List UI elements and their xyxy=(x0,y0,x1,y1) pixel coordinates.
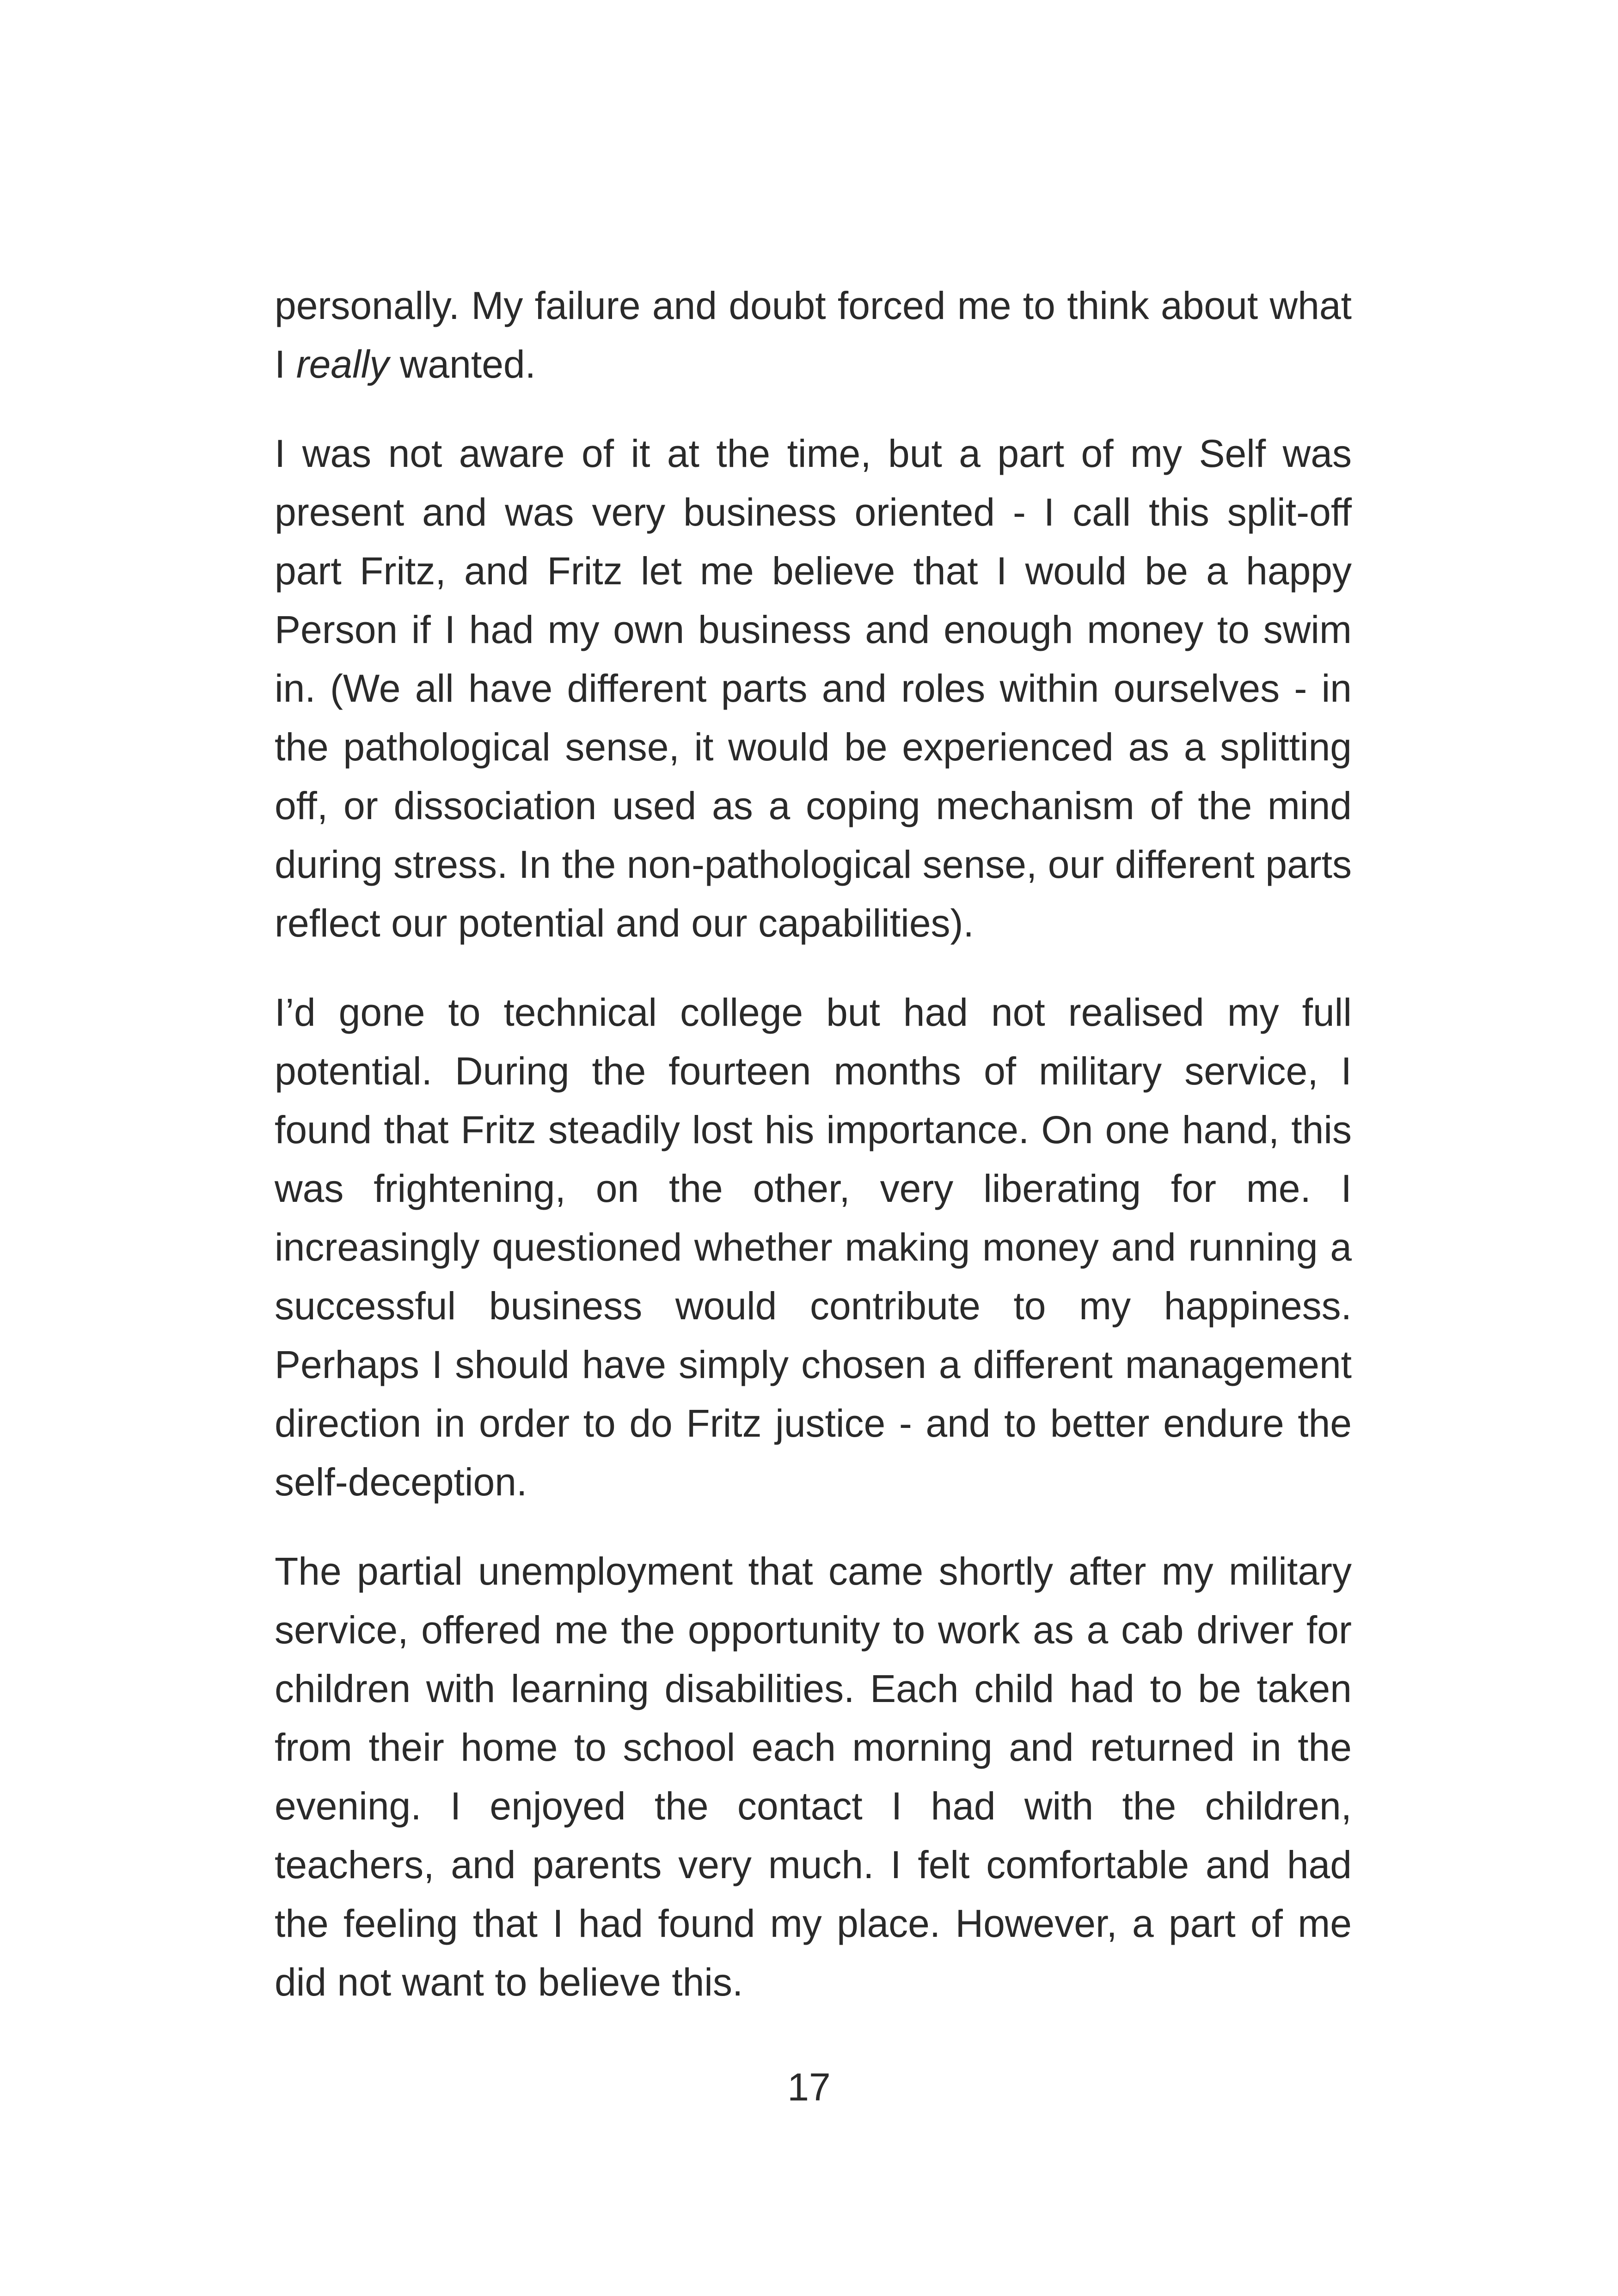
paragraph-1 xyxy=(275,276,1352,394)
emphasized-word: really xyxy=(296,343,389,386)
body-text xyxy=(275,276,1352,2012)
paragraph-1-after: wanted. xyxy=(389,343,536,386)
paragraph-3: I’d gone to technical college but had not realised my full potential. During the fourteen months of military service, I found that Fritz steadily lost his importance. On one hand, this was frightening, on the other, very liberating for me. I increasingly questioned whether making money and running a successful business would contribute to my happiness. Perhaps I should have simply chosen a different management direction in order to do Fritz justice - and to better endure the self-deception. xyxy=(275,991,1352,1504)
paragraph-2: I was not aware of it at the time, but a part of my Self was present and was very business oriented - I call this split-off part Fritz, and Fritz let me believe that I would be a happy Person if I had my own business and enough money to swim in. (We all have different parts and roles within ourselves - in the pathological sense, it would be experienced as a splitting off, or dissociation used as a coping mechanism of the mind during stress. In the non-pathological sense, our different parts reflect our potential and our capabilities). xyxy=(275,432,1352,945)
page-number: 17 xyxy=(787,2065,831,2109)
paragraph-1-before: personally. My failure and doubt forced me to think about what I xyxy=(275,284,1352,386)
paragraph-4: The partial unemployment that came shortly after my military service, offered me the opportunity to work as a cab driver for children with learning disabilities. Each child had to be taken from their home to school each morning and returned in the evening. I enjoyed the contact I had with the children, teachers, and parents very much. I felt comfortable and had the feeling that I had found my place. However, a part of me did not want to believe this. xyxy=(275,1549,1352,2004)
